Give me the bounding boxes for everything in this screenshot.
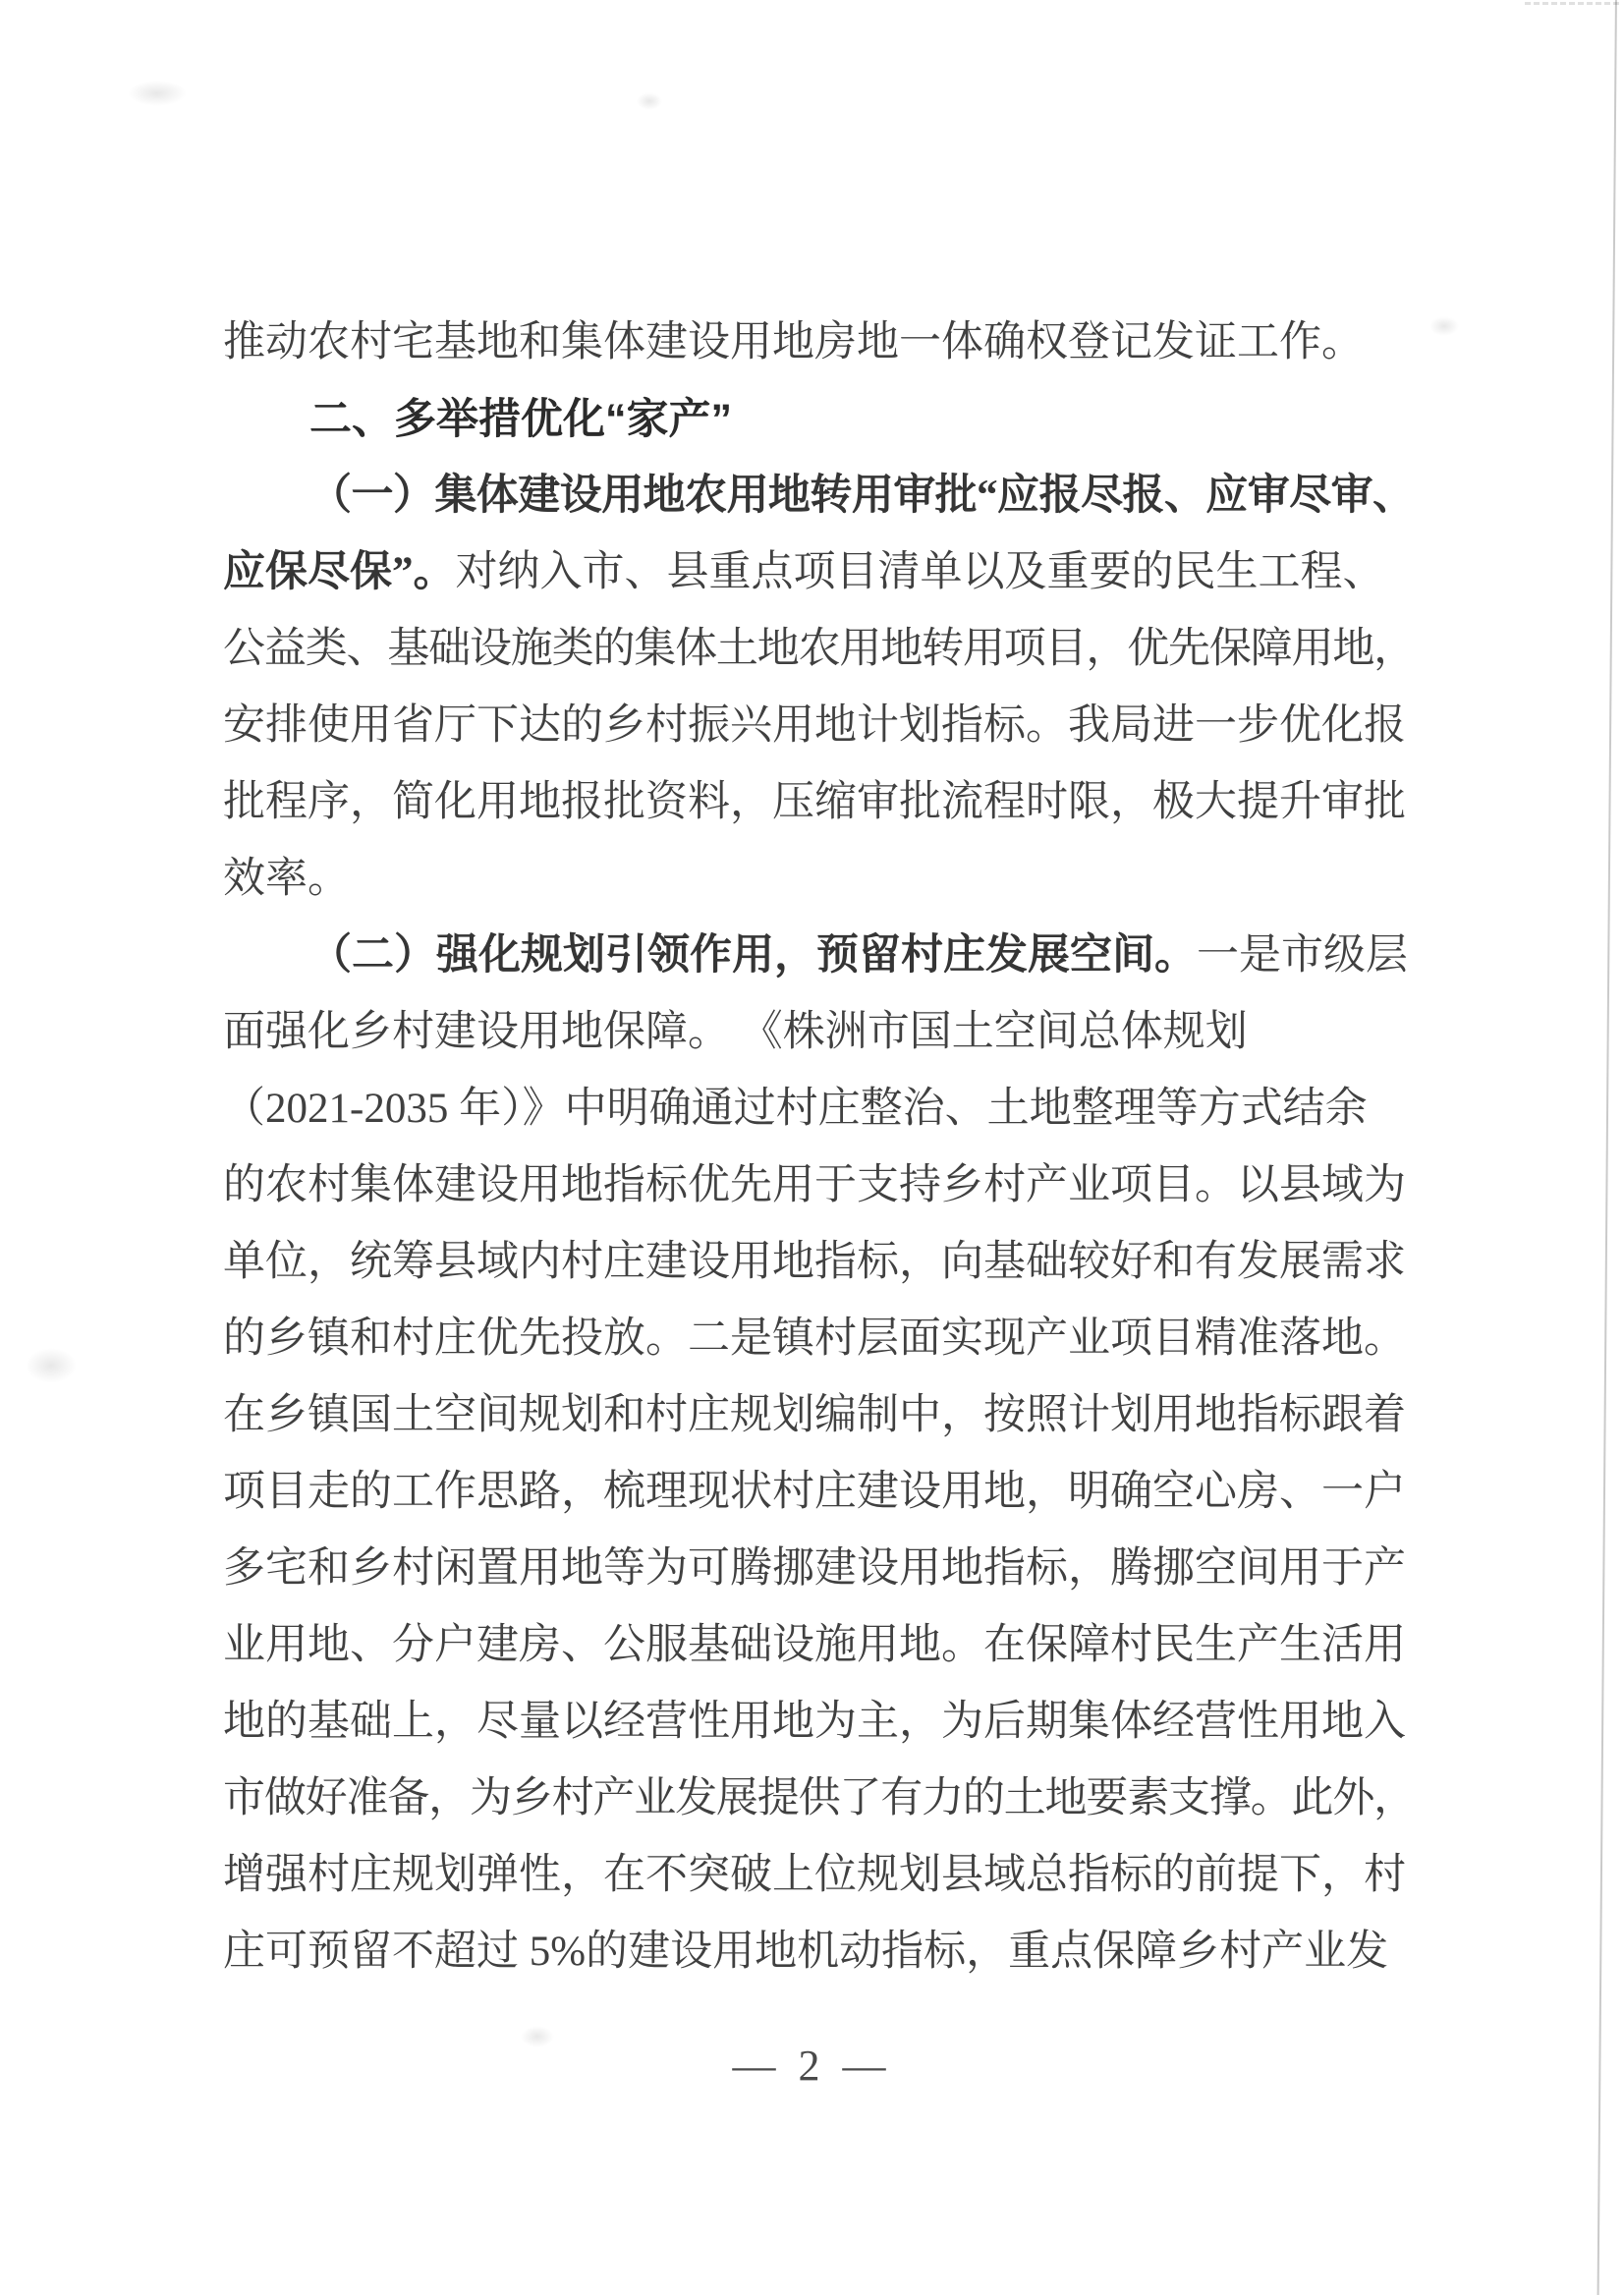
body-text: 多宅和乡村闲置用地等为可腾挪建设用地指标，腾挪空间用于产 (223, 1545, 1406, 1592)
scan-smudge (521, 2026, 554, 2047)
text-line (223, 1684, 1415, 1761)
text-line (223, 1607, 1415, 1684)
document-body (223, 305, 1415, 1990)
text-line (223, 994, 1415, 1071)
page-number: — 2 — (732, 2042, 892, 2090)
paragraph-indent (223, 432, 309, 433)
body-text: 批程序，简化用地报批资料，压缩审批流程时限，极大提升审批 (223, 779, 1406, 825)
text-line (223, 1761, 1415, 1837)
text-line (223, 611, 1415, 688)
text-line (223, 534, 1415, 611)
heading-text: （二）强化规划引领作用，预留村庄发展空间。 (309, 932, 1197, 979)
scan-smudge (26, 1348, 77, 1383)
paragraph-indent (223, 968, 309, 969)
heading-text: 应保尽保”。 (223, 549, 456, 595)
body-text: 增强村庄规划弹性，在不突破上位规划县域总指标的前提下，村 (223, 1852, 1406, 1898)
scan-smudge (637, 92, 662, 110)
body-text: 安排使用省厅下达的乡村振兴用地计划指标。我局进一步优化报 (223, 702, 1406, 749)
scan-artifact-dashes (1525, 2, 1619, 5)
text-line (223, 1377, 1415, 1454)
body-text: 在乡镇国土空间规划和村庄规划编制中，按照计划用地指标跟着 (223, 1392, 1406, 1438)
body-text: 业用地、分户建房、公服基础设施用地。在保障村民生产生活用 (223, 1622, 1406, 1668)
body-text: 效率。 (223, 856, 350, 902)
body-text: 一是市级层 (1197, 932, 1408, 979)
paragraph-indent (223, 508, 309, 509)
body-text: （2021-2035 年）》中明确通过村庄整治、土地整理等方式结余 (223, 1086, 1368, 1132)
scan-artifact-line (1596, 0, 1617, 2295)
body-text: 推动农村宅基地和集体建设用地房地一体确权登记发证工作。 (223, 319, 1364, 365)
text-line (223, 305, 1415, 381)
text-line (223, 1224, 1415, 1301)
text-line (223, 1148, 1415, 1224)
text-line (223, 841, 1415, 918)
text-line (223, 688, 1415, 764)
body-text: 地的基础上，尽量以经营性用地为主，为后期集体经营性用地入 (223, 1699, 1406, 1745)
text-line (223, 1071, 1415, 1148)
text-line (223, 1914, 1415, 1990)
text-line (223, 1454, 1415, 1531)
scan-smudge (128, 81, 187, 106)
text-line (223, 764, 1415, 841)
text-line (223, 458, 1415, 534)
page-footer (0, 2042, 1624, 2091)
body-text: 面强化乡村建设用地保障。 《株洲市国土空间总体规划 (223, 1009, 1248, 1055)
body-text: 市做好准备，为乡村产业发展提供了有力的土地要素支撑。此外， (223, 1775, 1415, 1821)
body-text: 公益类、基础设施类的集体土地农用地转用项目，优先保障用地， (223, 626, 1415, 672)
heading-text: （一）集体建设用地农用地转用审批“应报尽报、应审尽审、 (309, 473, 1415, 519)
text-line (223, 381, 1415, 458)
scan-smudge (1429, 316, 1459, 336)
text-line (223, 1531, 1415, 1607)
text-line (223, 1301, 1415, 1377)
body-text: 的农村集体建设用地指标优先用于支持乡村产业项目。以县域为 (223, 1162, 1406, 1208)
body-text: 单位，统筹县域内村庄建设用地指标，向基础较好和有发展需求 (223, 1239, 1406, 1285)
body-text: 项目走的工作思路，梳理现状村庄建设用地，明确空心房、一户 (223, 1469, 1406, 1515)
text-line (223, 1837, 1415, 1914)
body-text: 对纳入市、县重点项目清单以及重要的民生工程、 (455, 549, 1385, 595)
body-text: 的乡镇和村庄优先投放。二是镇村层面实现产业项目精准落地。 (223, 1315, 1406, 1362)
body-text: 庄可预留不超过 5%的建设用地机动指标，重点保障乡村产业发 (223, 1929, 1389, 1975)
text-line (223, 918, 1415, 994)
heading-text: 二、多举措优化“家产” (309, 396, 732, 443)
